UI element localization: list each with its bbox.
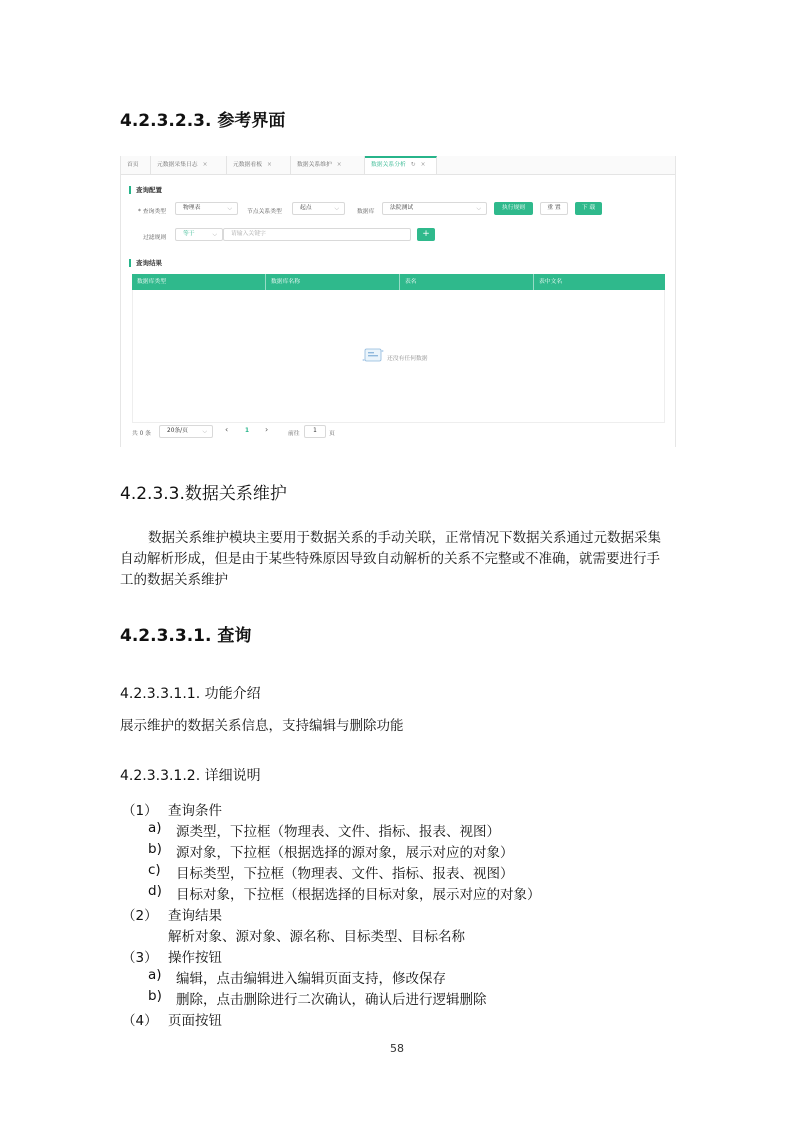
prev-page-icon[interactable]: ‹ [225,425,229,434]
list-number: （3） [122,950,158,966]
filter-operator-value: 等于 [183,231,195,237]
list-number: a) [148,820,162,836]
filter-keyword-input[interactable] [223,228,411,241]
column-header: 表名 [400,274,534,290]
filter-operator-select[interactable] [175,228,223,241]
filter-rule-label: 过滤规则 [143,235,167,241]
refresh-icon[interactable]: ↻ [410,162,416,168]
list-item: 查询条件 [168,803,222,819]
chevron-down-icon: ⌵ [212,231,217,238]
page-size-select[interactable] [159,425,213,438]
empty-data-text: 还没有任何数据 [387,356,428,362]
tab-relation-analysis[interactable] [365,156,437,174]
list-item: 页面按钮 [168,1013,222,1029]
execute-rule-button[interactable]: 执行规则 [494,202,533,215]
goto-label: 前往 [288,431,300,437]
paragraph-line: 工的数据关系维护 [120,572,228,588]
list-item: 解析对象、源对象、源名称、目标类型、目标名称 [168,929,465,945]
empty-data-icon [362,347,384,364]
function-description: 展示维护的数据关系信息，支持编辑与删除功能 [120,718,404,734]
chevron-down-icon: ⌵ [227,205,232,212]
tab-metadata-board[interactable] [227,156,291,174]
reset-button[interactable]: 重 置 [540,202,568,215]
tab-label: 首页 [127,162,139,168]
tab-metadata-log[interactable] [151,156,227,174]
result-table-header [132,274,665,290]
page-number: 58 [390,1042,404,1055]
node-relation-value: 起点 [300,205,312,211]
query-type-value: 物理表 [183,205,201,211]
add-rule-button[interactable]: + [417,228,435,241]
chevron-down-icon: ⌵ [334,205,339,212]
node-relation-label: 节点关系类型 [247,209,282,215]
query-type-label: * 查询类型 [138,209,166,215]
database-value: 法院测试 [390,205,414,211]
pager-total: 共 0 条 [132,431,151,437]
paragraph-line: 数据关系维护模块主要用于数据关系的手动关联，正常情况下数据关系通过元数据采集 [148,530,661,546]
column-header: 数据库类型 [132,274,266,290]
column-header: 数据库名称 [266,274,400,290]
list-number: d) [148,883,162,899]
paragraph-line: 自动解析形成，但是由于某些特殊原因导致自动解析的关系不完整或不准确，就需要进行手 [120,551,660,567]
section-heading-function: 4.2.3.3.1.1. 功能介绍 [120,686,261,702]
close-icon[interactable]: × [336,162,342,168]
list-item: 删除，点击删除进行二次确认，确认后进行逻辑删除 [176,992,487,1008]
page-size-value: 20条/页 [167,428,188,434]
config-section-title: 查询配置 [129,186,162,194]
node-relation-select[interactable] [292,202,345,215]
database-select[interactable] [382,202,487,215]
next-page-icon[interactable]: › [265,425,269,434]
list-number: （4） [122,1013,158,1029]
section-heading-relation-maintain: 4.2.3.3.数据关系维护 [120,484,287,504]
list-number: （2） [122,908,158,924]
list-item: 操作按钮 [168,950,222,966]
list-item: 源对象，下拉框（根据选择的源对象，展示对应的对象） [176,845,514,861]
tab-relation-maintain[interactable] [291,156,365,174]
database-label: 数据库 [357,209,375,215]
close-icon[interactable]: × [420,162,426,168]
section-heading-detail: 4.2.3.3.1.2. 详细说明 [120,768,261,784]
tab-bar [121,156,675,175]
download-button[interactable]: 下 载 [575,202,602,215]
list-item: 编辑，点击编辑进入编辑页面支持，修改保存 [176,971,446,987]
result-section-title: 查询结果 [129,259,162,267]
column-header: 表中文名 [539,279,563,285]
goto-unit: 页 [329,431,335,437]
filter-placeholder: 请输入关键字 [231,231,266,237]
tab-label: 数据关系分析 [371,162,406,168]
tab-label: 元数据看板 [233,162,262,168]
close-icon[interactable]: × [267,162,272,168]
list-number: b) [148,841,162,857]
list-item: 目标对象，下拉框（根据选择的目标对象，展示对应的对象） [176,887,541,903]
reference-ui-screenshot [120,156,676,447]
section-heading-reference-ui: 4.2.3.2.3. 参考界面 [120,111,286,131]
list-number: （1） [122,803,158,819]
list-item: 查询结果 [168,908,222,924]
result-table-body [132,290,665,423]
section-heading-query: 4.2.3.3.1. 查询 [120,626,252,646]
tab-label: 数据关系维护 [297,162,332,168]
tab-home[interactable] [121,156,151,174]
current-page[interactable]: 1 [245,428,250,434]
close-icon[interactable]: × [202,162,208,168]
list-number: c) [148,862,161,878]
list-number: b) [148,988,162,1004]
tab-label: 元数据采集日志 [157,162,198,168]
chevron-down-icon: ⌵ [202,428,207,435]
goto-page-input[interactable]: 1 [304,425,326,438]
query-type-select[interactable] [175,202,238,215]
list-item: 目标类型，下拉框（物理表、文件、指标、报表、视图） [176,866,514,882]
list-item: 源类型，下拉框（物理表、文件、指标、报表、视图） [176,824,500,840]
list-number: a) [148,967,162,983]
chevron-down-icon: ⌵ [476,205,481,212]
